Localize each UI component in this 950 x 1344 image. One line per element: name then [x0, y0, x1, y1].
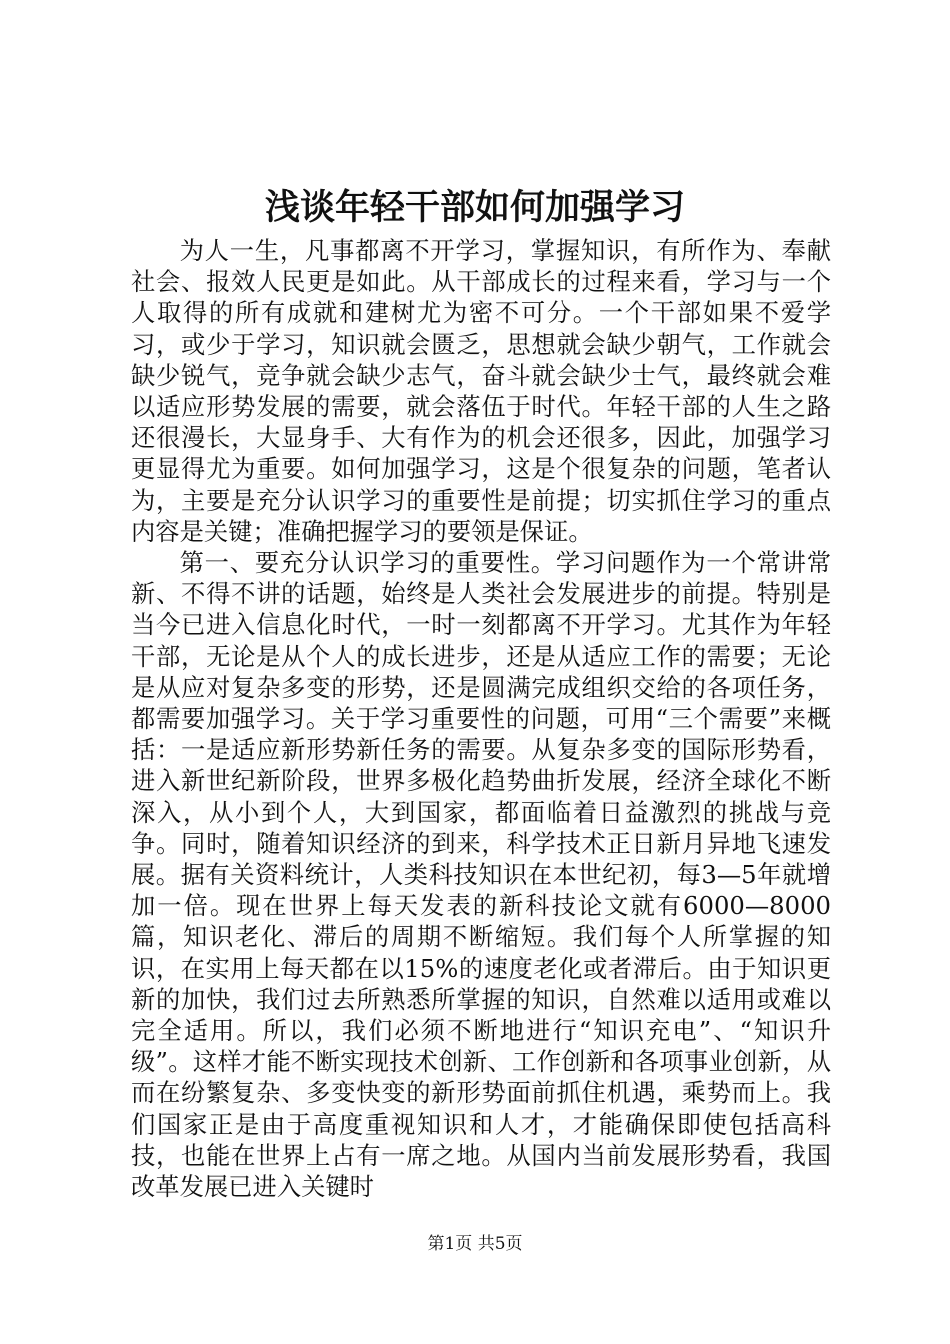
paragraph-intro: 为人一生，凡事都离不开学习，掌握知识，有所作为、奉献社会、报效人民更是如此。从干部成长的过程来看，学习与一个人取得的所有成就和建树尤为密不可分。一个干部如果不爱学习，或少于学习，知识就会匮乏，思想就会缺少朝气，工作就会缺少锐气，竞争就会缺少志气，奋斗就会缺少士气，最终就会难以适应形势发展的需要，就会落伍于时代。年轻干部的人生之路还很漫长，大显身手、大有作为的机会还很多，因此，加强学习更显得尤为重要。如何加强学习，这是个很复杂的问题，笔者认为，主要是充分认识学习的重要性是前提；切实抓住学习的重点内容是关键；准确把握学习的要领是保证。	[131, 236, 831, 546]
document-body	[131, 235, 831, 1202]
paragraph-section-one: 第一、要充分认识学习的重要性。学习问题作为一个常讲常新、不得不讲的话题，始终是人类社会发展进步的前提。特别是当今已进入信息化时代，一时一刻都离不开学习。尤其作为年轻干部，无论是从个人的成长进步，还是从适应工作的需要；无论是从应对复杂多变的形势，还是圆满完成组织交给的各项任务，都需要加强学习。关于学习重要性的问题，可用“三个需要”来概括：一是适应新形势新任务的需要。从复杂多变的国际形势看，进入新世纪新阶段，世界多极化趋势曲折发展，经济全球化不断深入，从小到个人，大到国家，都面临着日益激烈的挑战与竞争。同时，随着知识经济的到来，科学技术正日新月异地飞速发展。据有关资料统计，人类科技知识在本世纪初，每3—5年就增加一倍。现在世界上每天发表的新科技论文就有6000—8000篇，知识老化、滞后的周期不断缩短。我们每个人所掌握的知识，在实用上每天都在以15%的速度老化或者滞后。由于知识更新的加快，我们过去所熟悉所掌握的知识，自然难以适用或难以完全适用。所以，我们必须不断地进行“知识充电”、“知识升级”。这样才能不断实现技术创新、工作创新和各项事业创新，从而在纷繁复杂、多变快变的新形势面前抓住机遇，乘势而上。我们国家正是由于高度重视知识和人才，才能确保即使包括高科技，也能在世界上占有一席之地。从国内当前发展形势看，我国改革发展已进入关键时	[131, 548, 831, 1202]
page-number-footer: 第1页 共5页	[427, 1234, 523, 1254]
document-title: 浅谈年轻干部如何加强学习	[264, 187, 685, 228]
